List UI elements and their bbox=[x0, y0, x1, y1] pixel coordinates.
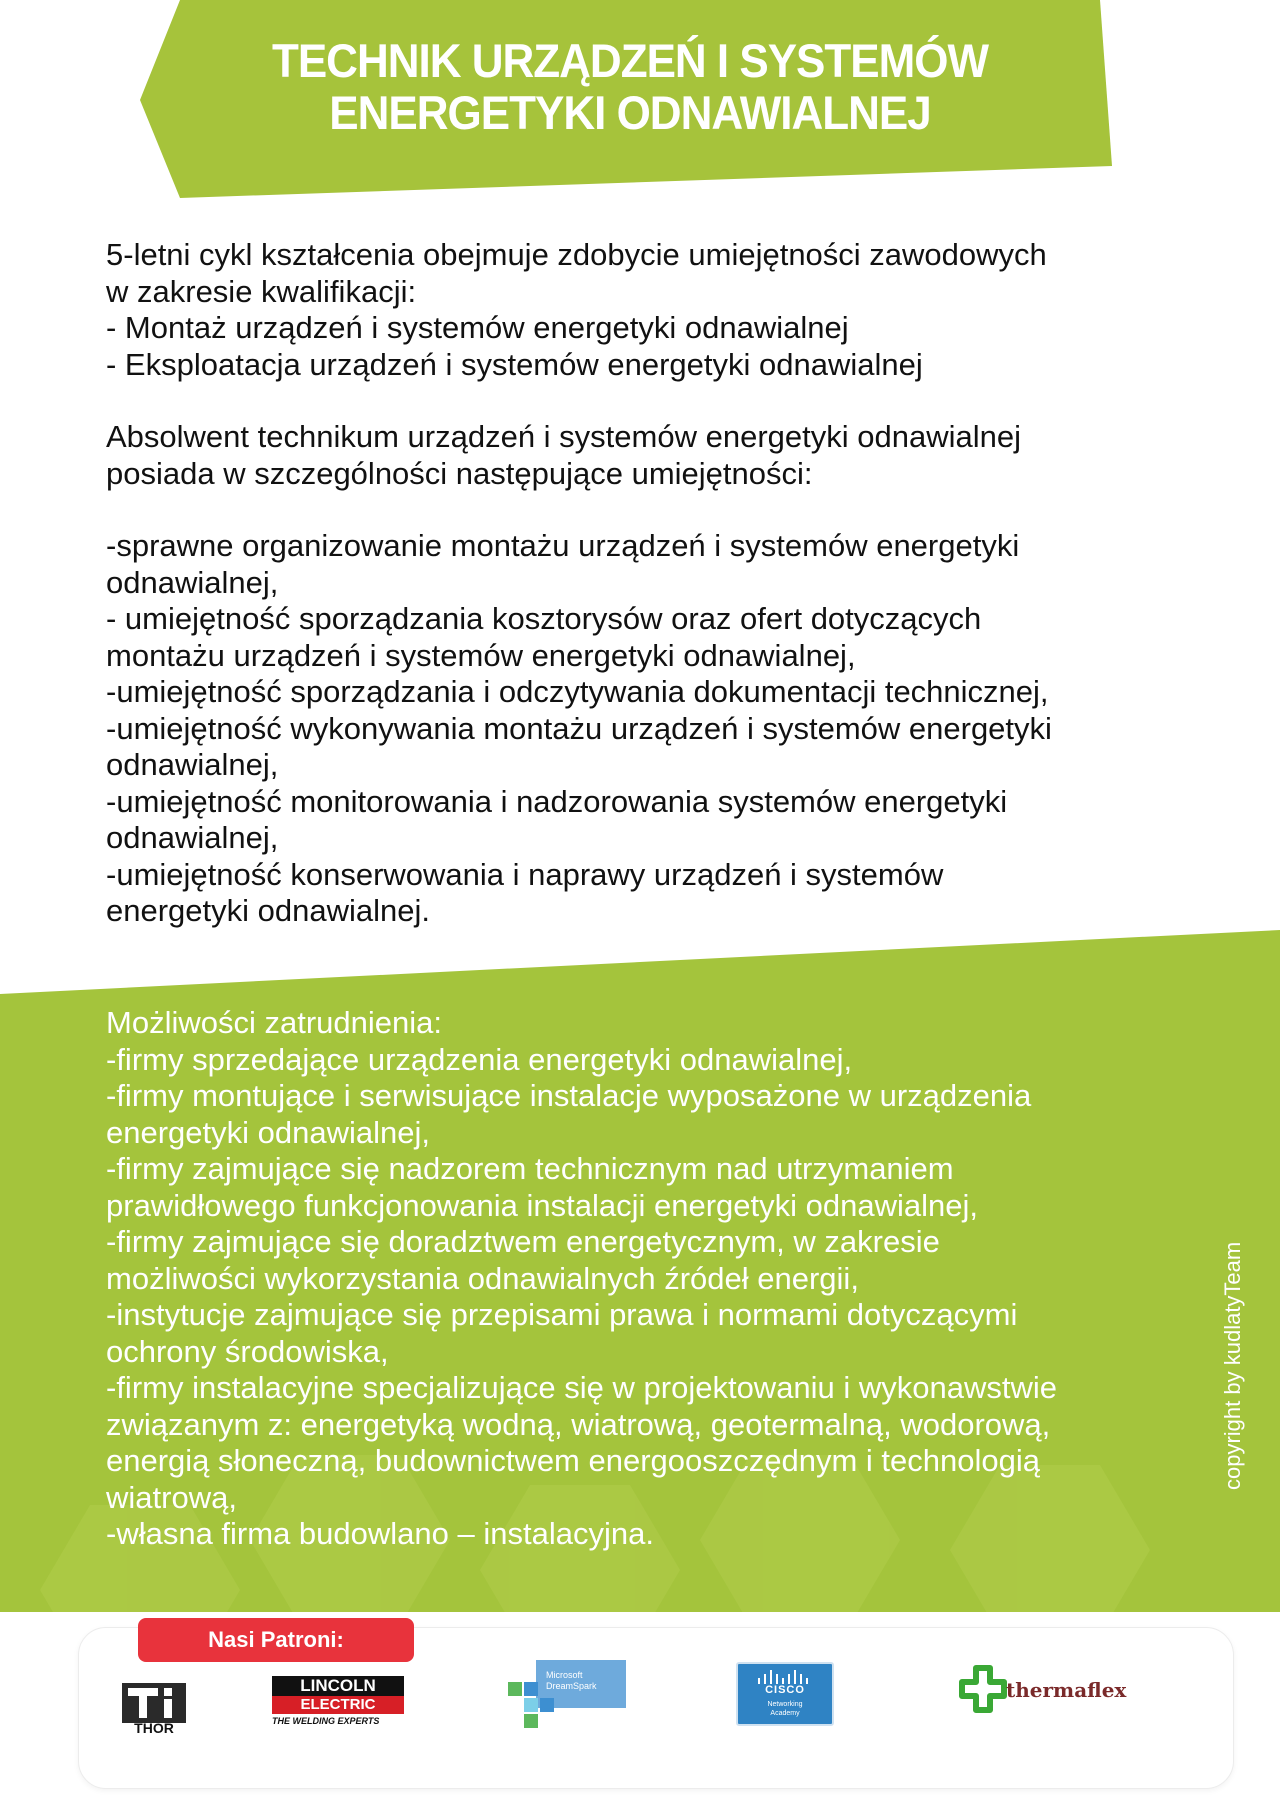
skill-line: -umiejętność monitorowania i nadzorowania systemów energetyki bbox=[106, 783, 1008, 819]
employment-text bbox=[106, 1005, 1216, 1553]
lincoln-logo-sub: THE WELDING EXPERTS bbox=[272, 1716, 380, 1726]
lincoln-logo-top: LINCOLN bbox=[272, 1676, 404, 1696]
employment-section bbox=[0, 930, 1280, 1612]
cisco-logo-sub bbox=[738, 1700, 832, 1718]
lincoln-logo-mid: ELECTRIC bbox=[272, 1696, 404, 1714]
skill-line: montażu urządzeń i systemów energetyki odnawialnej, bbox=[106, 637, 856, 673]
header-banner bbox=[140, 0, 1120, 200]
dreamspark-line-1: Microsoft bbox=[546, 1670, 583, 1680]
microsoft-dreamspark-logo bbox=[506, 1660, 626, 1730]
intro-section bbox=[106, 237, 1206, 930]
intro-line: 5-letni cykl kształcenia obejmuje zdobycie umiejętności zawodowych bbox=[106, 237, 1047, 272]
employment-line: -własna firma budowlano – instalacyjna. bbox=[106, 1516, 654, 1551]
thermaflex-logo bbox=[958, 1664, 1138, 1720]
employment-line: -instytucje zajmujące się przepisami prawa i normami dotyczącymi bbox=[106, 1297, 1018, 1332]
lincoln-electric-logo bbox=[272, 1676, 412, 1732]
employment-line: możliwości wykorzystania odnawialnych źródeł energii, bbox=[106, 1260, 859, 1296]
employment-line: -firmy zajmujące się doradztwem energetycznym, w zakresie bbox=[106, 1224, 940, 1259]
employment-line: ochrony środowiska, bbox=[106, 1333, 389, 1369]
skill-line: -sprawne organizowanie montażu urządzeń i systemów energetyki bbox=[106, 528, 1020, 563]
employment-line: wiatrową, bbox=[106, 1479, 237, 1515]
thermaflex-cross-icon bbox=[958, 1664, 1008, 1720]
graduate-line: Absolwent technikum urządzeń i systemów energetyki odnawialnej bbox=[106, 419, 1021, 454]
employment-line: -firmy sprzedające urządzenia energetyki odnawialnej, bbox=[106, 1041, 853, 1077]
skill-line: -umiejętność wykonywania montażu urządzeń i systemów energetyki bbox=[106, 710, 1052, 746]
employment-line: prawidłowego funkcjonowania instalacji energetyki odnawialnej, bbox=[106, 1187, 978, 1223]
graduate-line: posiada w szczególności następujące umiejętności: bbox=[106, 455, 813, 491]
thermaflex-logo-text: thermaflex bbox=[1006, 1678, 1127, 1702]
employment-line: energią słoneczną, budownictwem energooszczędnym i technologią bbox=[106, 1443, 1040, 1478]
cisco-sub-line-2: Academy bbox=[770, 1710, 800, 1717]
intro-line: w zakresie kwalifikacji: bbox=[106, 273, 417, 309]
dreamspark-line-2: DreamSpark bbox=[546, 1681, 597, 1691]
cisco-academy-logo bbox=[736, 1662, 834, 1726]
employment-heading: Możliwości zatrudnienia: bbox=[106, 1005, 442, 1040]
skill-line: -umiejętność konserwowania i naprawy urządzeń i systemów bbox=[106, 856, 944, 892]
copyright-text: copyright by kudlatyTeam bbox=[1220, 1241, 1245, 1490]
thor-logo-icon bbox=[122, 1683, 186, 1723]
dreamspark-logo-text bbox=[546, 1670, 597, 1692]
employment-line: -firmy zajmujące się nadzorem technicznym nad utrzymaniem bbox=[106, 1151, 954, 1186]
employment-line: -firmy montujące i serwisujące instalacje wyposażone w urządzenia bbox=[106, 1078, 1032, 1113]
page-title-line-2: ENERGETYKI ODNAWIALNEJ bbox=[329, 86, 931, 140]
employment-line: związanym z: energetyką wodną, wiatrową, geotermalną, wodorową, bbox=[106, 1406, 1051, 1442]
skill-line: odnawialnej, bbox=[106, 820, 279, 855]
cisco-sub-line-1: Networking bbox=[767, 1701, 803, 1708]
employment-line: -firmy instalacyjne specjalizujące się w projektowaniu i wykonawstwie bbox=[106, 1370, 1058, 1405]
thor-logo-text: THOR bbox=[134, 1720, 174, 1736]
skill-line: odnawialnej, bbox=[106, 564, 279, 600]
skill-line: -umiejętność sporządzania i odczytywania dokumentacji technicznej, bbox=[106, 674, 1049, 709]
skill-line: - umiejętność sporządzania kosztorysów oraz ofert dotyczących bbox=[106, 601, 982, 636]
skill-line: energetyki odnawialnej. bbox=[106, 893, 430, 928]
intro-line: - Eksploatacja urządzeń i systemów energetyki odnawialnej bbox=[106, 346, 923, 382]
cisco-logo-name: CISCO bbox=[765, 1684, 805, 1696]
page-title bbox=[140, 36, 1120, 140]
patrons-label: Nasi Patroni: bbox=[138, 1618, 414, 1662]
skill-line: odnawialnej, bbox=[106, 747, 279, 782]
employment-line: energetyki odnawialnej, bbox=[106, 1114, 430, 1150]
page-title-line-1: TECHNIK URZĄDZEŃ I SYSTEMÓW bbox=[271, 35, 989, 88]
intro-line: - Montaż urządzeń i systemów energetyki odnawialnej bbox=[106, 310, 849, 345]
